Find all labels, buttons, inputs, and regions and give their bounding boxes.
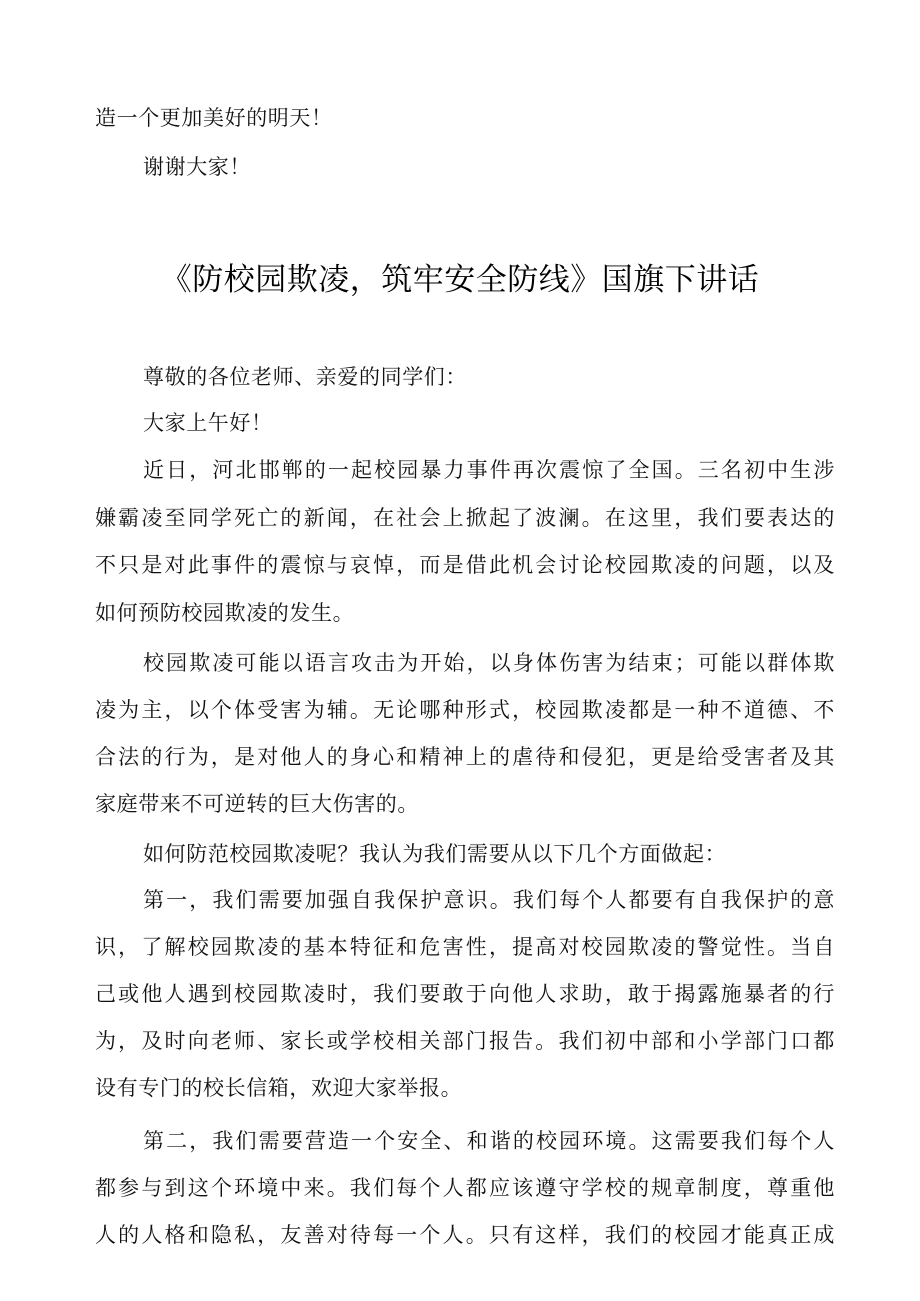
paragraph-4-line: 为，及时向老师、家长或学校相关部门报告。我们初中部和小学部门口都: [95, 1029, 835, 1053]
paragraph-1-line: 不只是对此事件的震惊与哀悼，而是借此机会讨论校园欺凌的问题，以及: [95, 553, 835, 577]
paragraph-5-line: 第二，我们需要营造一个安全、和谐的校园环境。这需要我们每个人: [143, 1129, 835, 1153]
previous-thanks-line: 谢谢大家！: [143, 155, 251, 179]
paragraph-4-line: 识，了解校园欺凌的基本特征和危害性，提高对校园欺凌的警觉性。当自: [95, 935, 835, 959]
paragraph-1-line: 如何预防校园欺凌的发生。: [95, 601, 355, 625]
paragraph-3-line: 如何防范校园欺凌呢？我认为我们需要从以下几个方面做起：: [143, 842, 727, 866]
paragraph-1-line: 嫌霸凌至同学死亡的新闻，在社会上掀起了波澜。在这里，我们要表达的: [95, 506, 835, 530]
previous-closing-line: 造一个更加美好的明天！: [95, 106, 333, 130]
paragraph-5-line: 人的人格和隐私，友善对待每一个人。只有这样，我们的校园才能真正成: [95, 1223, 835, 1247]
greeting: 大家上午好！: [143, 411, 273, 435]
paragraph-2-line: 凌为主，以个体受害为辅。无论哪种形式，校园欺凌都是一种不道德、不: [95, 698, 835, 722]
paragraph-1-line: 近日，河北邯郸的一起校园暴力事件再次震惊了全国。三名初中生涉: [143, 458, 835, 482]
salutation: 尊敬的各位老师、亲爱的同学们：: [143, 365, 467, 389]
paragraph-2-line: 家庭带来不可逆转的巨大伤害的。: [95, 792, 419, 816]
paragraph-4-line: 第一，我们需要加强自我保护意识。我们每个人都要有自我保护的意: [143, 888, 835, 912]
paragraph-4-line: 设有专门的校长信箱，欢迎大家举报。: [95, 1076, 463, 1100]
speech-title: 《防校园欺凌，筑牢安全防线》国旗下讲话: [160, 262, 760, 298]
paragraph-2-line: 合法的行为，是对他人的身心和精神上的虐待和侵犯，更是给受害者及其: [95, 745, 835, 769]
paragraph-5-line: 都参与到这个环境中来。我们每个人都应该遵守学校的规章制度，尊重他: [95, 1176, 835, 1200]
paragraph-4-line: 己或他人遇到校园欺凌时，我们要敢于向他人求助，敢于揭露施暴者的行: [95, 982, 835, 1006]
paragraph-2-line: 校园欺凌可能以语言攻击为开始，以身体伤害为结束；可能以群体欺: [143, 651, 835, 675]
